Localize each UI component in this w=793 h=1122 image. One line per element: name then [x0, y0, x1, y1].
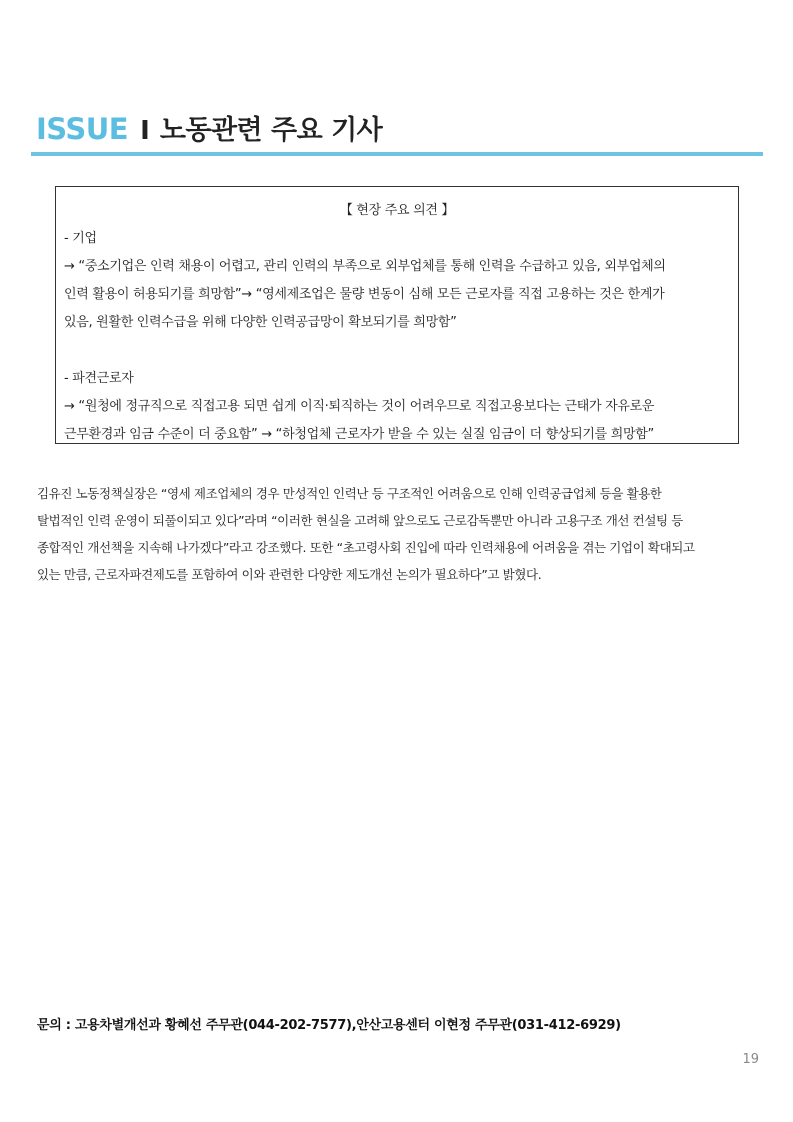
- opinion-line: 있음, 원활한 인력수급을 위해 다양한 인력공급망이 확보되기를 희망함”: [64, 315, 457, 330]
- opinion-box-title: 【 현장 주요 의견 】: [339, 203, 455, 218]
- paragraph-gap: [64, 337, 730, 365]
- contact-info: 문의 : 고용차별개선과 황혜선 주무관(044-202-7577),안산고용센터 이현정 주무관(031-412-6929): [37, 1018, 621, 1033]
- body-line: 종합적인 개선책을 지속해 나가겠다”라고 강조했다. 또한 “초고령사회 진입에 따라 인력채용에 어려움을 겪는 기업이 확대되고: [37, 540, 695, 555]
- section-header: [36, 108, 382, 154]
- opinion-line: → “중소기업은 인력 채용이 어렵고, 관리 인력의 부족으로 외부업체를 통해 인력을 수급하고 있음, 외부업체의: [64, 259, 666, 274]
- page-title: 노동관련 주요 기사: [159, 115, 383, 146]
- opinion-line: 근무환경과 임금 수준이 더 중요함” → “하청업체 근로자가 받을 수 있는 실질 임금이 더 향상되기를 희망함”: [64, 427, 654, 442]
- opinion-line: - 기업: [64, 231, 97, 246]
- issue-label: ISSUE: [36, 112, 129, 146]
- body-line: 김유진 노동정책실장은 “영세 제조업체의 경우 만성적인 인력난 등 구조적인 어려움으로 인해 인력공급업체 등을 활용한: [37, 486, 662, 501]
- body-line: 탈법적인 인력 운영이 되풀이되고 있다”라며 “이러한 현실을 고려해 앞으로도 근로감독뿐만 아니라 고용구조 개선 컨설팅 등: [37, 513, 683, 528]
- body-line: 있는 만큼, 근로자파견제도를 포함하여 이와 관련한 다양한 제도개선 논의가 필요하다”고 밝혔다.: [37, 567, 542, 582]
- page-number: 19: [742, 1052, 759, 1067]
- field-opinion-box: [55, 186, 739, 444]
- opinion-line: 인력 활용이 허용되기를 희망함”→ “영세제조업은 물량 변동이 심해 모든 근로자를 직접 고용하는 것은 한계가: [64, 287, 665, 302]
- opinion-line: → “원청에 정규직으로 직접고용 되면 쉽게 이직·퇴직하는 것이 어려우므로 직접고용보다는 근태가 자유로운: [64, 399, 655, 414]
- header-separator: I: [140, 116, 150, 146]
- header-underline: [31, 152, 763, 156]
- article-body: [37, 480, 755, 588]
- opinion-line: - 파견근로자: [64, 371, 134, 386]
